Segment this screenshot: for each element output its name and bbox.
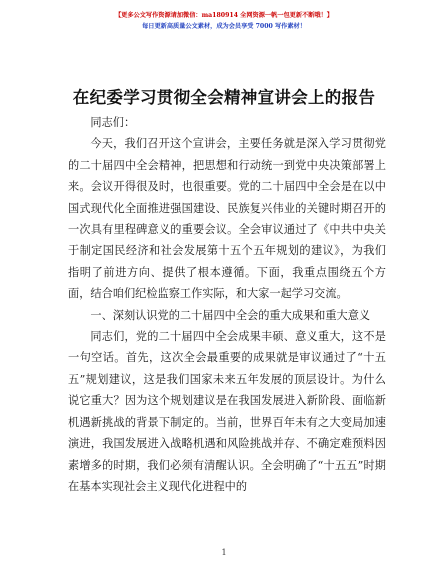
section-heading: 一、深刻认识党的二十届四中全会的重大成果和重大意义 xyxy=(90,308,371,322)
document-body xyxy=(68,112,386,497)
promo-banner-line-2: 每日更新高质量公文素材，成为会员享受 7000 写作素材！ xyxy=(142,23,306,30)
promo-banner-line-1: 【更多公文写作资源请加微信：ma180914 全网资源一帆一包更新不断哦！】 xyxy=(115,12,333,19)
intro-paragraph: 今天，我们召开这个宣讲会，主要任务就是深入学习贯彻党的二十届四中全会精神，把思想和行动统一到党中央决策部署上来。会议开得很及时，也很重要。党的二十届四中全会是在以中国式现代化全面推进强国建设、民族复兴伟业的关键时期召开的一次具有里程碑意义的重要会议。全会审议通过了《中共中央关于制定国民经济和社会发展第十五个五年规划的建议》，为我们指明了前进方向、提供了根本遵循。下面，我重点围绕五个方面，结合咱们纪检监察工作实际，和大家一起学习交流。 xyxy=(68,137,386,301)
page-number: 1 xyxy=(221,548,227,557)
section-paragraph: 同志们，党的二十届四中全会成果丰硕、意义重大，这不是一句空话。首先，这次全会最重要的成果就是审议通过了“十五五”规划建议，这是我们国家未来五年发展的顶层设计。为什么说它重大？因为这个规划建议是在我国发展进入新阶段、面临新机遇新挑战的背景下制定的。当前，世界百年未有之大变局加速演进，我国发展进入战略机遇和风险挑战并存、不确定难预料因素增多的时期，我们必须有清醒认识。全会明确了“十五五”时期在基本实现社会主义现代化进程中的 xyxy=(68,330,386,493)
salutation: 同志们： xyxy=(90,116,136,129)
document-title: 在纪委学习贯彻全会精神宣讲会上的报告 xyxy=(72,88,376,107)
